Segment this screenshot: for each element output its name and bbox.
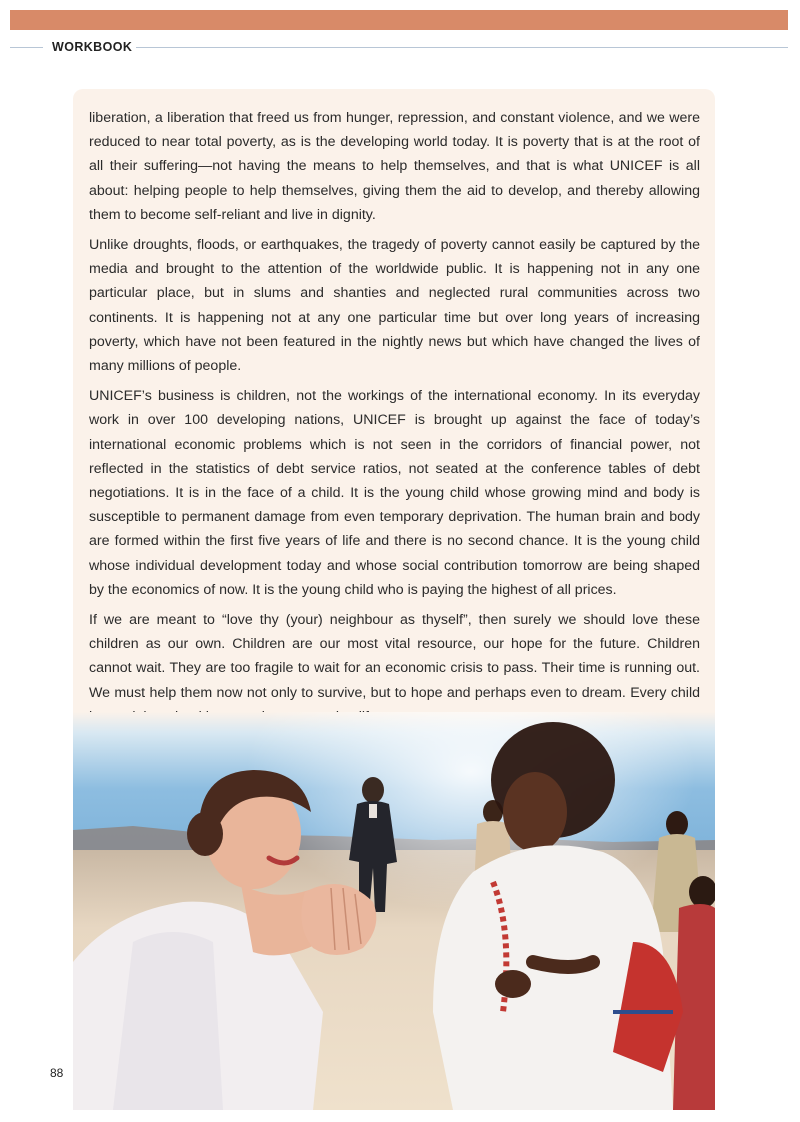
header-rule-right <box>136 47 788 48</box>
section-label: WORKBOOK <box>52 40 133 54</box>
paragraph-1: liberation, a liberation that freed us from hunger, repression, and constant violence, and we were reduced to near total poverty, as is the developing world today. It is poverty that is at the root of all their suffering—not having the means to help themselves, and that is what UNICEF is all about: helping people to help themselves, giving them the aid to develop, and thereby allowing them to become self-reliant and live in dignity. <box>89 110 700 223</box>
header-color-band <box>10 10 788 30</box>
header-rule-left <box>10 47 43 48</box>
paragraph-4: If we are meant to “love thy (your) neighbour as thyself”, then surely we should love these children as our own. Children are our most vital resource, our hope for the future. Children cannot wait. They are too fragile to wait for an economic crisis to pass. Their time is running out. We must help them now not only to survive, but to hope and perhaps even to dream. Every child <box>89 612 700 701</box>
page-number: 88 <box>50 1066 64 1080</box>
paragraph-2: Unlike droughts, floods, or earthquakes, the tragedy of poverty cannot easily be captured by the media and brought to the attention of the worldwide public. It is happening not in any one particular place, but in slums and shanties and neglected rural communities across two continents. It is happening not at any one particular time but over long years of increasing poverty, which have not been featured in the nightly news but which have changed the lives of many millions of people. <box>89 237 700 375</box>
photo-illustration <box>73 712 715 1110</box>
speech-body-text <box>89 106 700 765</box>
paragraph-3: UNICEF’s business is children, not the workings of the international economy. In its everyday work in over 100 developing nations, UNICEF is brought up against the face of today’s international economic problems which is not seen in the corridors of financial power, not reflected in the statistics of debt service ratios, not seated at the conference tables of debt negotiations. It is in the face of a child. It is the young child whose growing mind and body is susceptible to permanent damage from even temporary deprivation. The human brain and body are formed within the first five years of life and there is no second chance. It is the young child whose individual development today and whose social contribution tomorrow are being shaped by the economics of now. It is the young child who is paying the highest of all prices. <box>89 388 700 598</box>
photo-woman-greeting-child <box>73 712 715 1110</box>
